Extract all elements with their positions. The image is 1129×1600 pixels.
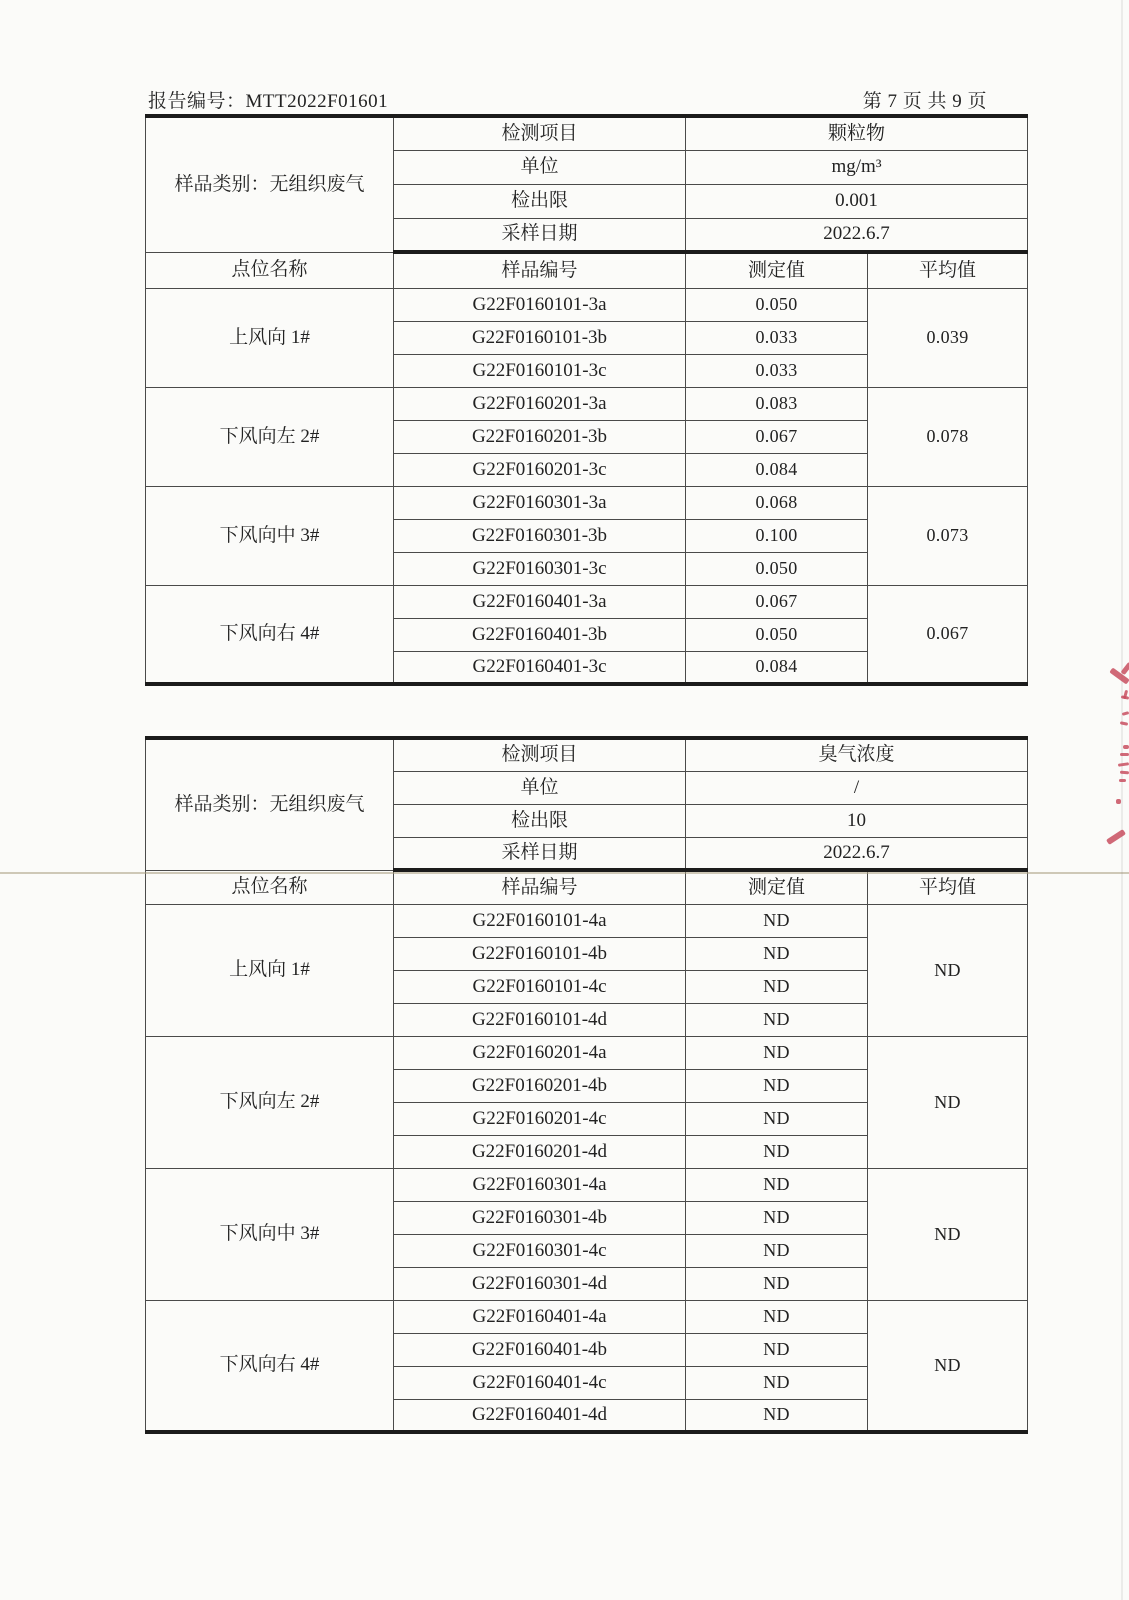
- report-number: 报告编号：MTT2022F01601: [148, 91, 389, 112]
- sample-id-header: 样品编号: [394, 252, 686, 288]
- sample-id-cell: G22F0160301-4b: [394, 1201, 686, 1234]
- page-header: [148, 86, 1027, 113]
- sample-id-cell: G22F0160301-4a: [394, 1168, 686, 1201]
- sample-id-cell: G22F0160101-3b: [394, 321, 686, 354]
- sample-id-cell: G22F0160401-4a: [394, 1300, 686, 1333]
- measured-value-cell: 0.068: [686, 486, 868, 519]
- sample-id-cell: G22F0160401-4c: [394, 1366, 686, 1399]
- average-cell: ND: [868, 904, 1028, 1036]
- sample-id-cell: G22F0160401-3a: [394, 585, 686, 618]
- sample-id-cell: G22F0160201-3b: [394, 420, 686, 453]
- meta-label-cell: 检测项目: [394, 738, 686, 771]
- average-cell: ND: [868, 1036, 1028, 1168]
- meta-value-cell: mg/m³: [686, 150, 1028, 184]
- sample-id-cell: G22F0160101-4b: [394, 937, 686, 970]
- meta-label-cell: 检测项目: [394, 116, 686, 150]
- stamp-fragment: [1123, 690, 1128, 699]
- stamp-fragment: [1123, 745, 1129, 749]
- point-name-cell: 上风向 1#: [146, 904, 394, 1036]
- measured-value-cell: 0.033: [686, 321, 868, 354]
- meta-value-cell: 2022.6.7: [686, 837, 1028, 870]
- measured-value-cell: ND: [686, 1168, 868, 1201]
- measured-value-cell: ND: [686, 1399, 868, 1432]
- point-name-cell: 下风向中 3#: [146, 1168, 394, 1300]
- meta-value-cell: 颗粒物: [686, 116, 1028, 150]
- measured-value-cell: ND: [686, 970, 868, 1003]
- point-name-cell: 下风向左 2#: [146, 387, 394, 486]
- stamp-fragment: [1106, 829, 1126, 845]
- measured-value-cell: ND: [686, 1036, 868, 1069]
- sample-id-cell: G22F0160301-3a: [394, 486, 686, 519]
- average-cell: 0.073: [868, 486, 1028, 585]
- measured-value-cell: 0.100: [686, 519, 868, 552]
- particulate-results-table: [145, 114, 1028, 686]
- sample-id-cell: G22F0160401-3c: [394, 651, 686, 684]
- page-indicator: 第 7 页 共 9 页: [862, 91, 987, 112]
- point-name-header: 点位名称: [146, 252, 394, 288]
- stamp-fragment: [1109, 667, 1129, 684]
- average-header: 平均值: [868, 252, 1028, 288]
- point-name-cell: 上风向 1#: [146, 288, 394, 387]
- measured-value-cell: 0.084: [686, 453, 868, 486]
- measured-value-cell: ND: [686, 1069, 868, 1102]
- sample-id-cell: G22F0160301-4c: [394, 1234, 686, 1267]
- point-name-cell: 下风向中 3#: [146, 486, 394, 585]
- measured-value-cell: 0.050: [686, 552, 868, 585]
- meta-label-cell: 采样日期: [394, 837, 686, 870]
- sample-id-cell: G22F0160301-4d: [394, 1267, 686, 1300]
- measured-value-cell: 0.084: [686, 651, 868, 684]
- measured-value-cell: ND: [686, 1300, 868, 1333]
- sample-id-cell: G22F0160201-4d: [394, 1135, 686, 1168]
- point-name-header: 点位名称: [146, 870, 394, 904]
- meta-value-cell: /: [686, 771, 1028, 804]
- measured-value-cell: ND: [686, 1102, 868, 1135]
- measured-value-cell: 0.067: [686, 420, 868, 453]
- measured-value-cell: ND: [686, 1135, 868, 1168]
- sample-id-cell: G22F0160101-4d: [394, 1003, 686, 1036]
- sample-id-cell: G22F0160301-3c: [394, 552, 686, 585]
- meta-label-cell: 单位: [394, 150, 686, 184]
- measured-value-header: 测定值: [686, 870, 868, 904]
- meta-label-cell: 采样日期: [394, 218, 686, 252]
- meta-label-cell: 单位: [394, 771, 686, 804]
- measured-value-cell: 0.067: [686, 585, 868, 618]
- measured-value-cell: ND: [686, 1267, 868, 1300]
- average-cell: ND: [868, 1300, 1028, 1432]
- average-cell: ND: [868, 1168, 1028, 1300]
- sample-id-cell: G22F0160301-3b: [394, 519, 686, 552]
- measured-value-cell: 0.083: [686, 387, 868, 420]
- sample-id-cell: G22F0160401-4d: [394, 1399, 686, 1432]
- point-name-cell: 下风向右 4#: [146, 585, 394, 684]
- sample-id-cell: G22F0160101-3a: [394, 288, 686, 321]
- sample-category-cell: 样品类别：无组织废气: [146, 116, 394, 252]
- sample-id-cell: G22F0160201-3a: [394, 387, 686, 420]
- sample-category-cell: 样品类别：无组织废气: [146, 738, 394, 870]
- sample-id-cell: G22F0160101-4a: [394, 904, 686, 937]
- stamp-fragment: [1118, 762, 1129, 767]
- average-cell: 0.078: [868, 387, 1028, 486]
- measured-value-cell: ND: [686, 1201, 868, 1234]
- meta-label-cell: 检出限: [394, 804, 686, 837]
- measured-value-cell: ND: [686, 1003, 868, 1036]
- meta-value-cell: 臭气浓度: [686, 738, 1028, 771]
- odor-results-table: [145, 736, 1028, 1434]
- scan-edge-line: [1121, 0, 1123, 1600]
- sample-id-cell: G22F0160201-4c: [394, 1102, 686, 1135]
- sample-id-cell: G22F0160201-3c: [394, 453, 686, 486]
- measured-value-cell: ND: [686, 1234, 868, 1267]
- meta-value-cell: 0.001: [686, 184, 1028, 218]
- average-cell: 0.067: [868, 585, 1028, 684]
- measured-value-cell: ND: [686, 1333, 868, 1366]
- average-header: 平均值: [868, 870, 1028, 904]
- point-name-cell: 下风向左 2#: [146, 1036, 394, 1168]
- measured-value-header: 测定值: [686, 252, 868, 288]
- sample-id-cell: G22F0160201-4b: [394, 1069, 686, 1102]
- meta-value-cell: 10: [686, 804, 1028, 837]
- meta-label-cell: 检出限: [394, 184, 686, 218]
- measured-value-cell: 0.050: [686, 288, 868, 321]
- sample-id-cell: G22F0160101-3c: [394, 354, 686, 387]
- sample-id-cell: G22F0160201-4a: [394, 1036, 686, 1069]
- sample-id-cell: G22F0160101-4c: [394, 970, 686, 1003]
- meta-value-cell: 2022.6.7: [686, 218, 1028, 252]
- measured-value-cell: 0.050: [686, 618, 868, 651]
- scan-fold-line: [0, 872, 1129, 874]
- measured-value-cell: ND: [686, 1366, 868, 1399]
- sample-id-cell: G22F0160401-4b: [394, 1333, 686, 1366]
- measured-value-cell: ND: [686, 904, 868, 937]
- sample-id-header: 样品编号: [394, 870, 686, 904]
- sample-id-cell: G22F0160401-3b: [394, 618, 686, 651]
- measured-value-cell: 0.033: [686, 354, 868, 387]
- average-cell: 0.039: [868, 288, 1028, 387]
- point-name-cell: 下风向右 4#: [146, 1300, 394, 1432]
- measured-value-cell: ND: [686, 937, 868, 970]
